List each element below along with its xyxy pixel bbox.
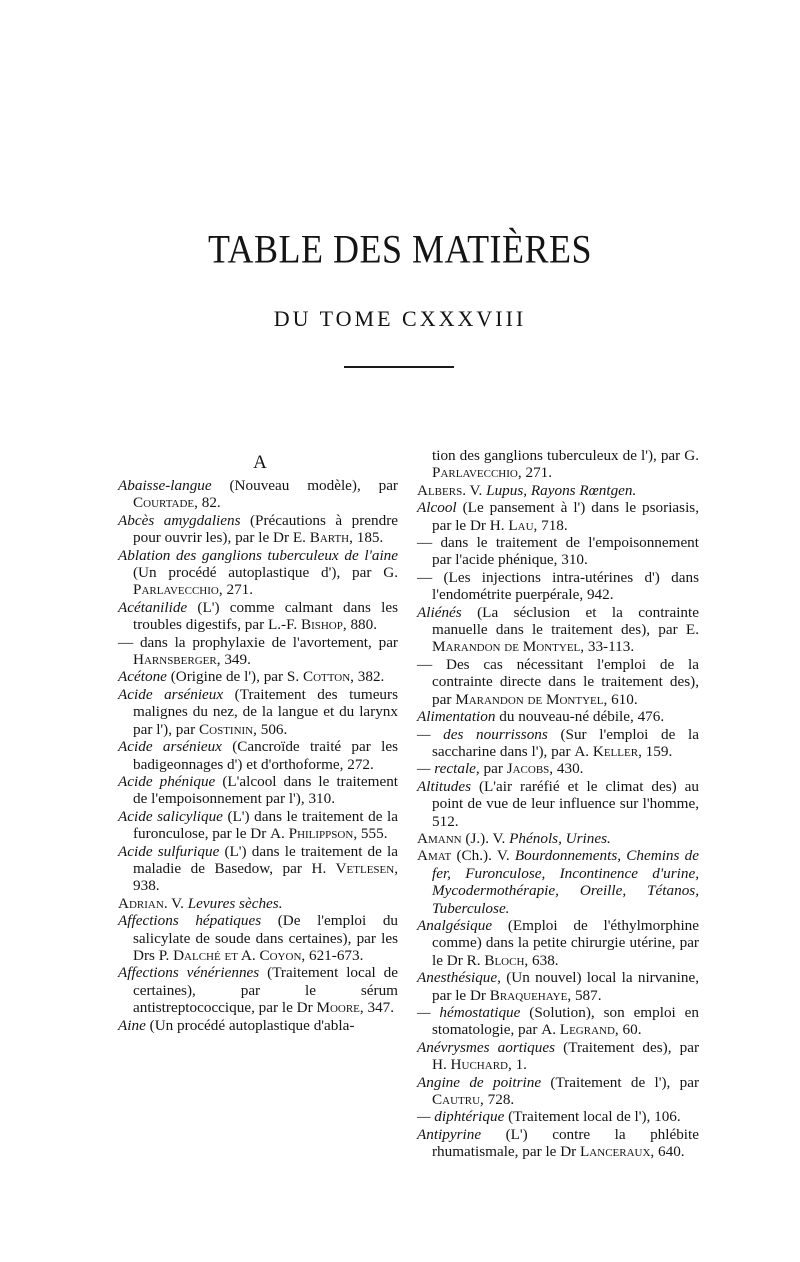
- index-entry: [417, 1004, 699, 1039]
- index-entry: [118, 964, 398, 1016]
- entry-text: (Traitement des tumeurs malignes du nez, de la langue et du larynx par l'), par: [133, 685, 398, 738]
- entry-text: (L') dans le traitement de la furonculose, par le Dr: [133, 807, 398, 843]
- index-entry: [118, 1017, 398, 1034]
- entry-reference: , 638.: [524, 951, 559, 969]
- entry-author: Amat: [417, 847, 452, 865]
- entry-see-also: Lupus, Rayons Rœntgen.: [486, 481, 637, 499]
- entry-author: A. Keller: [574, 742, 639, 760]
- entry-keyword: Ablation des ganglions tuberculeux de l'aine: [118, 546, 398, 564]
- entry-text: — dans le traitement de l'empoisonnement par l'acide phénique, 310.: [417, 534, 699, 569]
- index-entry: [417, 778, 699, 830]
- index-entry: [118, 738, 398, 773]
- entry-text: , par: [475, 760, 507, 778]
- index-entry: [118, 668, 398, 685]
- entry-reference: , 1.: [507, 1056, 527, 1074]
- entry-text: (L') comme calmant dans les troubles digestifs, par: [133, 598, 398, 634]
- page-title: TABLE DES MATIÈRES: [207, 226, 593, 272]
- entry-text: (Solution), son emploi en stomatologie, par: [432, 1004, 699, 1039]
- entry-keyword: Affections hépatiques: [118, 912, 262, 930]
- entry-keyword: Abcès amygdaliens: [118, 511, 241, 529]
- entry-reference: , 640.: [650, 1143, 685, 1161]
- index-entry: [118, 477, 398, 512]
- entry-text: (Nouveau modèle), par: [211, 477, 398, 494]
- index-entry: [118, 686, 398, 738]
- entry-text: (Traitement local de l'), 106.: [504, 1108, 681, 1126]
- entry-keyword: Acétanilide: [118, 598, 188, 616]
- index-entry: [118, 634, 398, 669]
- entry-reference: , 347.: [359, 999, 395, 1017]
- entry-reference: , 587.: [567, 986, 602, 1004]
- entry-see-also: Phénols, Urines.: [509, 829, 611, 847]
- entry-author: Adrian: [118, 894, 164, 912]
- index-entry: [417, 656, 699, 708]
- entry-keyword: Acide salicylique: [118, 807, 223, 825]
- entry-author: S. Cotton: [286, 668, 351, 686]
- entry-keyword: Abaisse-langue: [118, 477, 212, 494]
- index-entry: [417, 969, 699, 1004]
- title-divider: [344, 366, 454, 368]
- entry-text: (Traitement des), par: [555, 1038, 699, 1056]
- entry-keyword: Altitudes: [417, 777, 471, 795]
- entry-keyword: Antipyrine: [417, 1125, 482, 1143]
- index-entry: [417, 917, 699, 969]
- entry-keyword: Aliénés: [417, 603, 462, 621]
- entry-author: P. Dalché et A. Coyon: [158, 946, 302, 964]
- index-entry: [118, 599, 398, 634]
- entry-author: Costinin: [199, 720, 254, 738]
- entry-author: Jacobs: [506, 760, 550, 778]
- entry-text: (Sur l'emploi de la saccharine dans l'), par: [432, 725, 699, 760]
- entry-text: — (Les injections intra-utérines d') dans l'endométrite puerpérale, 942.: [417, 568, 699, 604]
- entry-keyword: Alimentation: [417, 708, 496, 726]
- entry-text: (Un procédé autoplastique d'), par: [133, 564, 384, 582]
- entry-keyword: Analgésique: [417, 916, 493, 934]
- entry-reference: , 349.: [216, 651, 251, 669]
- entry-keyword: — des nourrissons: [417, 725, 548, 743]
- section-letter: A: [253, 452, 267, 473]
- index-column-left: [118, 477, 398, 1034]
- entry-reference: , 82.: [194, 494, 221, 512]
- entry-text: (L'air raréfié et le climat des) au point de vue de leur influence sur l'homme, 512.: [432, 777, 699, 830]
- entry-keyword: Anesthésique: [417, 969, 498, 987]
- entry-text: (Cancroïde traité par les badigeonnages d') et d'orthoforme, 272.: [133, 738, 398, 773]
- entry-text: (Traitement de l'), par: [541, 1073, 700, 1091]
- entry-keyword: Acide arsénieux: [118, 685, 224, 703]
- entry-author: L.-F. Bishop: [267, 616, 343, 634]
- entry-text: (Origine de l'), par: [166, 668, 287, 686]
- entry-reference: , 880.: [342, 616, 378, 634]
- entry-reference: . V.: [462, 481, 487, 499]
- entry-reference: . V.: [163, 894, 188, 912]
- index-entry: [118, 773, 398, 808]
- entry-reference: , 60.: [614, 1021, 642, 1039]
- index-entry: [417, 569, 699, 604]
- entry-text: du nouveau-né débile, 476.: [495, 708, 665, 726]
- entry-author: Albers: [417, 481, 463, 499]
- index-entry: [417, 708, 699, 725]
- entry-author: Cautru: [432, 1091, 481, 1109]
- entry-reference: (Ch.). V.: [451, 847, 515, 865]
- index-entry: [417, 726, 699, 761]
- index-column-right: [417, 447, 699, 1161]
- entry-text: (Un procédé autoplastique d'abla-: [145, 1016, 355, 1034]
- entry-author: Lanceraux: [580, 1143, 651, 1161]
- index-entry: [417, 1126, 699, 1161]
- entry-text: (L'alcool dans le traitement de l'empoisonnement par l'), 310.: [133, 772, 399, 808]
- entry-author: H. Huchard: [432, 1056, 508, 1074]
- entry-author: E. Barth: [292, 529, 350, 547]
- entry-keyword: Acide phénique: [118, 772, 216, 790]
- entry-author: Amann: [417, 829, 462, 847]
- index-entry: [118, 912, 398, 964]
- entry-keyword: — hémostatique: [417, 1004, 521, 1021]
- entry-author: Marandon de Montyel: [455, 690, 604, 708]
- entry-author: R. Bloch: [466, 951, 525, 969]
- entry-reference: , 430.: [549, 760, 584, 778]
- volume-subtitle: DU TOME CXXXVIII: [273, 306, 527, 331]
- entry-reference: , 506.: [253, 720, 288, 738]
- entry-text: tion des ganglions tuberculeux de l'), par: [432, 447, 685, 464]
- index-entry: [118, 843, 398, 895]
- entry-keyword: Affections vénériennes: [118, 964, 260, 982]
- entry-author: E. Marandon de Montyel: [432, 621, 699, 656]
- index-entry: [417, 499, 699, 534]
- index-entry: [417, 1039, 699, 1074]
- entry-keyword: Anévrysmes aortiques: [417, 1038, 556, 1056]
- entry-reference: , 938.: [133, 859, 398, 895]
- entry-reference: , 555.: [353, 825, 388, 843]
- entry-text: — dans la prophylaxie de l'avortement, par: [118, 633, 398, 651]
- entry-keyword: Acide sulfurique: [118, 842, 220, 860]
- entry-reference: , 159.: [638, 742, 673, 760]
- entry-text: (La séclusion et la contrainte manuelle dans le traitement des), par: [432, 603, 699, 639]
- entry-text: (Emploi de l'éthylmorphine comme) dans la petite chirurgie utérine, par le Dr: [432, 916, 699, 969]
- entry-reference: (J.). V.: [461, 829, 510, 847]
- entry-text: (Traitement local de certaines), par le sérum antistreptococcique, par le Dr: [133, 964, 398, 1017]
- entry-see-also: Bourdonnements, Chemins de fer, Furonculose, Incontinence d'urine, Mycodermothérapie, Oreille, Tétanos, Tuberculose.: [432, 847, 699, 917]
- entry-reference: , 185.: [349, 529, 384, 547]
- index-entry: [118, 512, 398, 547]
- index-entry: [417, 604, 699, 656]
- entry-text: — Des cas nécessitant l'emploi de la contrainte directe dans le traitement des), par: [417, 655, 699, 708]
- entry-text: (De l'emploi du salicylate de soude dans certaines), par les Drs: [133, 912, 399, 964]
- entry-text: (Précautions à prendre pour ouvrir les), par le Dr: [133, 511, 398, 547]
- index-entry: [417, 534, 699, 569]
- entry-author: Courtade: [133, 494, 195, 512]
- entry-reference: , 382.: [350, 668, 385, 686]
- index-entry: [417, 447, 699, 482]
- entry-keyword: Alcool: [417, 499, 457, 517]
- entry-reference: , 610.: [603, 690, 638, 708]
- entry-keyword: Aine: [118, 1016, 146, 1034]
- entry-author: A. Legrand: [541, 1021, 615, 1039]
- entry-author: Harnsberger: [133, 651, 217, 669]
- index-entry: [417, 1074, 699, 1109]
- entry-author: Braquehaye: [489, 986, 568, 1004]
- entry-keyword: Acétone: [118, 668, 167, 686]
- index-entry: [417, 482, 699, 499]
- entry-reference: , 728.: [480, 1091, 515, 1109]
- index-entry: [118, 547, 398, 599]
- entry-author: H. Vetlesen: [311, 859, 395, 877]
- index-entry: [417, 760, 699, 777]
- index-entry: [417, 847, 699, 917]
- entry-author: G. Parlavecchio: [133, 564, 398, 599]
- entry-author: Moore: [316, 999, 360, 1017]
- entry-text: , (Un nouvel) local la nirvanine, par le Dr: [432, 969, 699, 1004]
- entry-reference: , 33-113.: [580, 638, 635, 656]
- entry-keyword: Acide arsénieux: [118, 738, 222, 756]
- index-entry: [118, 808, 398, 843]
- index-entry: [417, 830, 699, 847]
- entry-text: (L') dans le traitement de la maladie de Basedow, par: [133, 842, 399, 877]
- entry-reference: , 271.: [218, 581, 254, 599]
- entry-reference: , 271.: [517, 464, 553, 482]
- entry-keyword: — rectale: [417, 760, 476, 778]
- entry-see-also: Levures sèches.: [187, 894, 283, 912]
- entry-author: G. Parlavecchio: [432, 447, 699, 482]
- entry-author: A. Philippson: [270, 825, 354, 843]
- entry-text: (Le pansement à l') dans le psoriasis, par le Dr: [432, 499, 699, 534]
- entry-author: H. Lau: [489, 516, 534, 534]
- index-entry: [417, 1108, 699, 1125]
- entry-reference: , 621-673.: [301, 946, 364, 964]
- entry-keyword: Angine de poitrine: [417, 1073, 542, 1091]
- entry-reference: , 718.: [533, 516, 568, 534]
- entry-keyword: — diphtérique: [417, 1108, 505, 1126]
- index-entry: [118, 895, 398, 912]
- entry-text: (L') contre la phlébite rhumatismale, par le Dr: [432, 1125, 699, 1161]
